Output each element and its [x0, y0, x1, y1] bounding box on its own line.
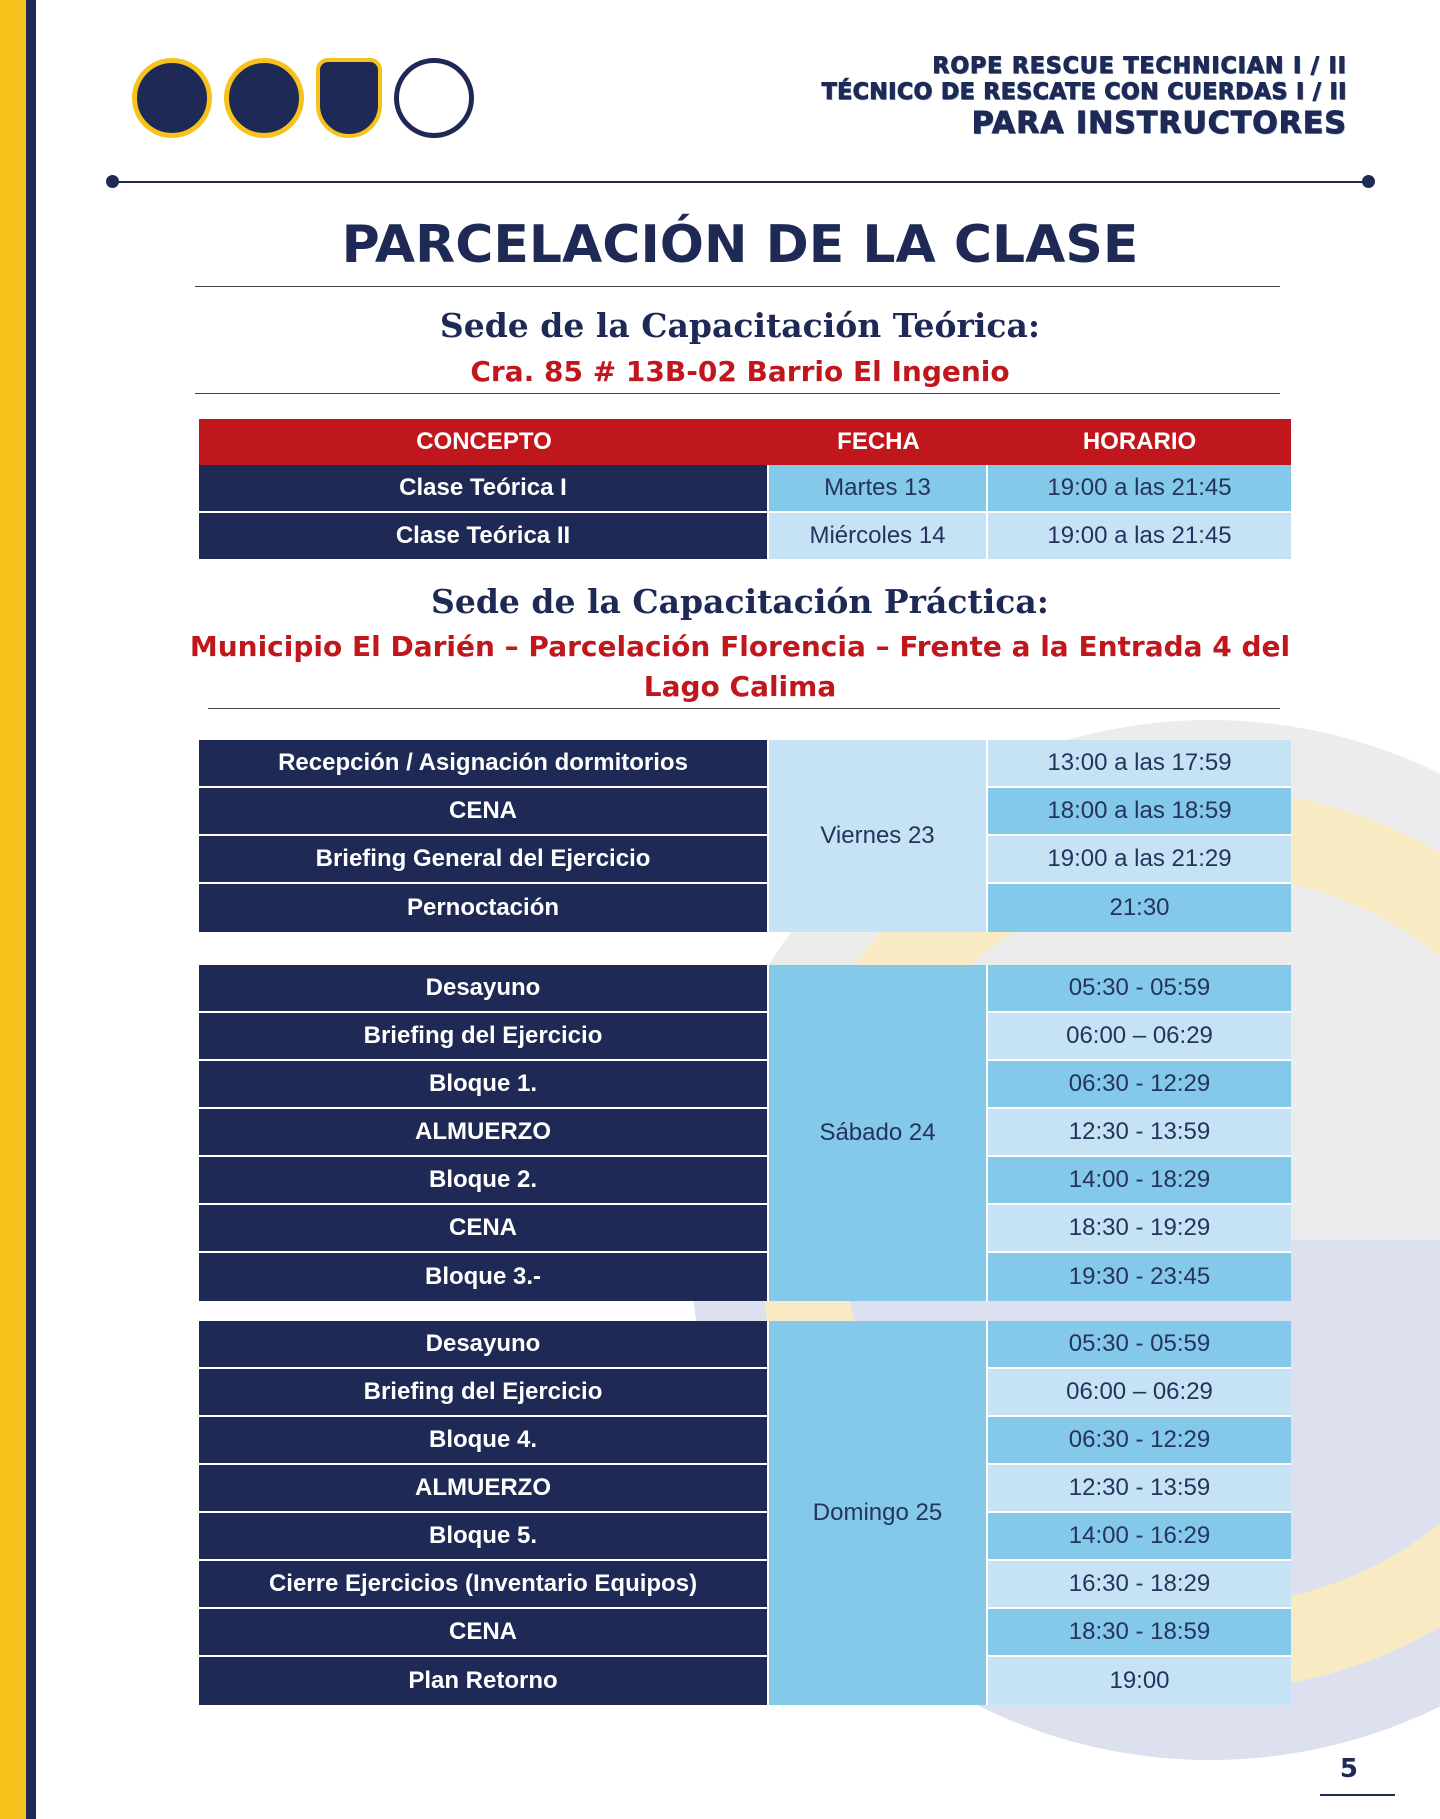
schedule-block-friday — [199, 740, 1291, 932]
page-number-rule — [1320, 1794, 1395, 1796]
course-title-line1: ROPE RESCUE TECHNICIAN I / II — [932, 54, 1347, 79]
theory-table-header — [199, 419, 1291, 465]
concept-cell: Bloque 5. — [199, 1513, 769, 1561]
column-header-concept: CONCEPTO — [416, 428, 552, 455]
course-title-line3: PARA INSTRUCTORES — [971, 105, 1347, 141]
time-cell: 13:00 a las 17:59 — [988, 740, 1291, 788]
time-cell: 19:00 a las 21:45 — [988, 465, 1291, 513]
time-cell: 18:30 - 19:29 — [988, 1205, 1291, 1253]
time-cell: 18:30 - 18:59 — [988, 1609, 1291, 1657]
concept-cell: Cierre Ejercicios (Inventario Equipos) — [199, 1561, 769, 1609]
column-header-time: HORARIO — [1082, 428, 1197, 455]
date-cell: Viernes 23 — [769, 740, 988, 932]
time-cell: 14:00 - 18:29 — [988, 1157, 1291, 1205]
concept-cell: ALMUERZO — [199, 1465, 769, 1513]
time-cell: 19:30 - 23:45 — [988, 1253, 1291, 1301]
concept-cell: Briefing del Ejercicio — [199, 1369, 769, 1417]
table-row — [199, 513, 1291, 561]
time-cell: 21:30 — [988, 884, 1291, 932]
time-cell: 06:30 - 12:29 — [988, 1417, 1291, 1465]
time-cell: 05:30 - 05:59 — [988, 1321, 1291, 1369]
concept-cell: ALMUERZO — [199, 1109, 769, 1157]
concept-cell: Pernoctación — [199, 884, 769, 932]
concept-cell: Recepción / Asignación dormitorios — [199, 740, 769, 788]
concept-cell: Desayuno — [199, 1321, 769, 1369]
time-cell: 18:00 a las 18:59 — [988, 788, 1291, 836]
time-cell: 06:00 – 06:29 — [988, 1369, 1291, 1417]
theory-table — [199, 419, 1291, 561]
time-cell: 19:00 a las 21:29 — [988, 836, 1291, 884]
time-cell: 12:30 - 13:59 — [988, 1109, 1291, 1157]
concept-cell: CENA — [199, 788, 769, 836]
date-cell: Domingo 25 — [769, 1321, 988, 1705]
date-cell: Miércoles 14 — [769, 513, 988, 561]
time-cell: 16:30 - 18:29 — [988, 1561, 1291, 1609]
schedule-block-sunday — [199, 1321, 1291, 1705]
practice-heading: Sede de la Capacitación Práctica: — [431, 582, 1049, 621]
course-title — [822, 54, 1347, 141]
concept-cell: Briefing General del Ejercicio — [199, 836, 769, 884]
time-cell: 05:30 - 05:59 — [988, 965, 1291, 1013]
column-header-date: FECHA — [837, 428, 920, 455]
time-cell: 19:00 a las 21:45 — [988, 513, 1291, 561]
concept-cell: CENA — [199, 1609, 769, 1657]
concept-cell: CENA — [199, 1205, 769, 1253]
logo-group — [132, 58, 474, 138]
theory-heading: Sede de la Capacitación Teórica: — [439, 306, 1041, 345]
concept-cell: Briefing del Ejercicio — [199, 1013, 769, 1061]
course-title-line2: TÉCNICO DE RESCATE CON CUERDAS I / II — [821, 79, 1347, 105]
page-title: PARCELACIÓN DE LA CLASE — [341, 215, 1139, 275]
concept-cell: Bloque 3.- — [199, 1253, 769, 1301]
rescate-colombia-logo — [132, 58, 212, 138]
theory-address: Cra. 85 # 13B-02 Barrio El Ingenio — [470, 355, 1010, 388]
header-rule — [113, 181, 1367, 183]
date-cell: Martes 13 — [769, 465, 988, 513]
theory-underline — [195, 393, 1280, 394]
concept-cell: Bloque 4. — [199, 1417, 769, 1465]
practice-address-line1: Municipio El Darién – Parcelación Florencia – Frente a la Entrada 4 del — [189, 630, 1291, 663]
erum-shield-logo — [316, 58, 382, 138]
time-cell: 06:30 - 12:29 — [988, 1061, 1291, 1109]
time-cell: 14:00 - 16:29 — [988, 1513, 1291, 1561]
table-row — [199, 465, 1291, 513]
erum-colombia-logo — [394, 58, 474, 138]
concept-cell: Clase Teórica I — [199, 465, 769, 513]
concept-cell: Bloque 1. — [199, 1061, 769, 1109]
schedule-block-saturday — [199, 965, 1291, 1301]
title-underline — [195, 286, 1280, 287]
concept-cell: Bloque 2. — [199, 1157, 769, 1205]
time-cell: 19:00 — [988, 1657, 1291, 1705]
header-rule-right-dot — [1362, 175, 1375, 188]
erum-rescate-especialista-logo — [224, 58, 304, 138]
practice-address-line2: Lago Calima — [643, 670, 837, 703]
concept-cell: Clase Teórica II — [199, 513, 769, 561]
date-cell: Sábado 24 — [769, 965, 988, 1301]
time-cell: 12:30 - 13:59 — [988, 1465, 1291, 1513]
practice-underline — [208, 708, 1280, 709]
page-number: 5 — [1339, 1754, 1358, 1784]
concept-cell: Desayuno — [199, 965, 769, 1013]
time-cell: 06:00 – 06:29 — [988, 1013, 1291, 1061]
concept-cell: Plan Retorno — [199, 1657, 769, 1705]
